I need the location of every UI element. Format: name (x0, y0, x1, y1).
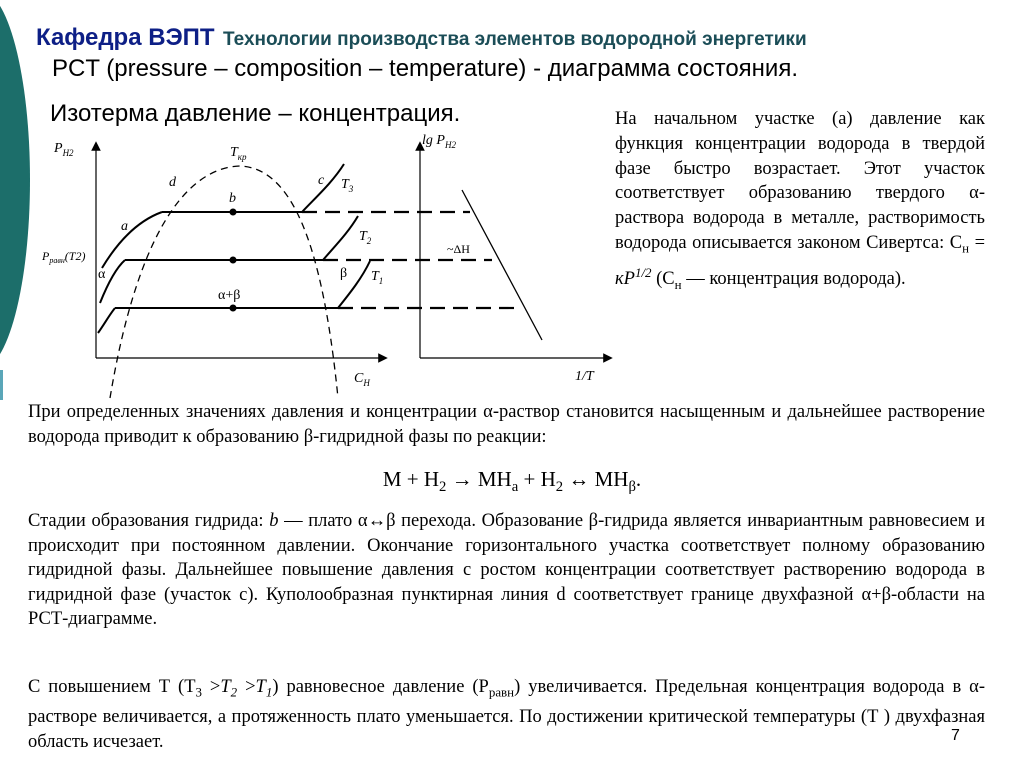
point-plateau-t1 (230, 305, 237, 312)
label-b: b (229, 191, 236, 206)
department-title: Кафедра ВЭПТ (36, 24, 215, 51)
side-description: На начальном участке (а) давление как функция концентрации водорода в твердой фазе быстро возрастает. Этот участок соответствует образованию твердого α-раствора водорода в металле, растворимость водорода описывается законом Сивертса: $С_н = кР^{1/2}$ ($С_н$ — концентрация водорода). (615, 109, 986, 293)
label-a: a (121, 219, 128, 234)
left-y-label: $P_{H2}$ (54, 141, 74, 158)
curve-c-t3 (302, 164, 344, 212)
slide-subtitle: PCT (pressure – composition – temperature) - диаграмма состояния. (52, 55, 798, 82)
label-beta: β (340, 266, 348, 281)
slide-header (36, 24, 807, 52)
paragraph-saturation: При определенных значениях давления и концентрации α-раствор становится насыщенным и дальнейшее растворение водорода приводит к образованию β-гидридной фазы по реакции: (28, 402, 985, 447)
label-t2: $T_2$ (359, 229, 372, 246)
label-t1: $T_1$ (371, 269, 384, 286)
decorative-line (0, 370, 3, 400)
right-x-label: 1/T (575, 369, 594, 384)
paragraph-temperature: С повышением Т $(Т_3 >T_2 >T_1)$ равновесное давление $(Р_{равн})$ увеличивается. Предельная концентрация водорода в α-растворе величивается, а протяженность плато уменьшается. По достижении критической температуры (Т ) двухфазная область исчезает. (28, 677, 986, 752)
section-title: Изотерма давление – концентрация. (50, 100, 461, 127)
decorative-circle (0, 0, 30, 370)
left-x-label: $C_H$ (354, 371, 370, 388)
right-y-label: $\lg P_{H2}$ (422, 133, 456, 150)
p-eq-label: $P_{равн}(T2)$ (42, 249, 86, 265)
label-tcr: $T_{кр}$ (230, 145, 247, 162)
pct-diagram (40, 128, 640, 398)
label-d: d (169, 175, 176, 190)
page-number: 7 (951, 727, 960, 744)
paragraph-hydride-stages: Стадии образования гидрида: b — плато α↔β перехода. Образование β-гидрида является инвариантным равновесием и происходит при постоянном давлении. Окончание горизонтального участка соответствует полному образованию гидридной фазы. Дальнейшее повышение давления с ростом концентрации соответствует растворению водорода в гидридной фазе (участок с). Куполообразная пунктирная линия d соответствует границе двухфазной α+β-области на РСТ-диаграмме. (28, 511, 985, 629)
dh-label: ~ΔH (447, 242, 470, 256)
label-t3: $T_3$ (341, 177, 354, 194)
lgp-line (462, 190, 542, 340)
point-plateau-t2 (230, 257, 237, 264)
label-c: c (318, 173, 325, 188)
curve-c-t2 (323, 216, 358, 260)
curve-a-t1 (98, 308, 115, 333)
dome-curve-d (110, 166, 338, 398)
course-title: Технологии производства элементов водородной энергетики (223, 29, 807, 50)
point-b (230, 209, 237, 216)
reaction-equation: $М + Н_2 \to МН_a + Н_2$ ↔ $МН_\beta$. (382, 467, 642, 496)
label-alpha: α (98, 267, 106, 282)
label-alpha-beta: α+β (218, 288, 241, 303)
